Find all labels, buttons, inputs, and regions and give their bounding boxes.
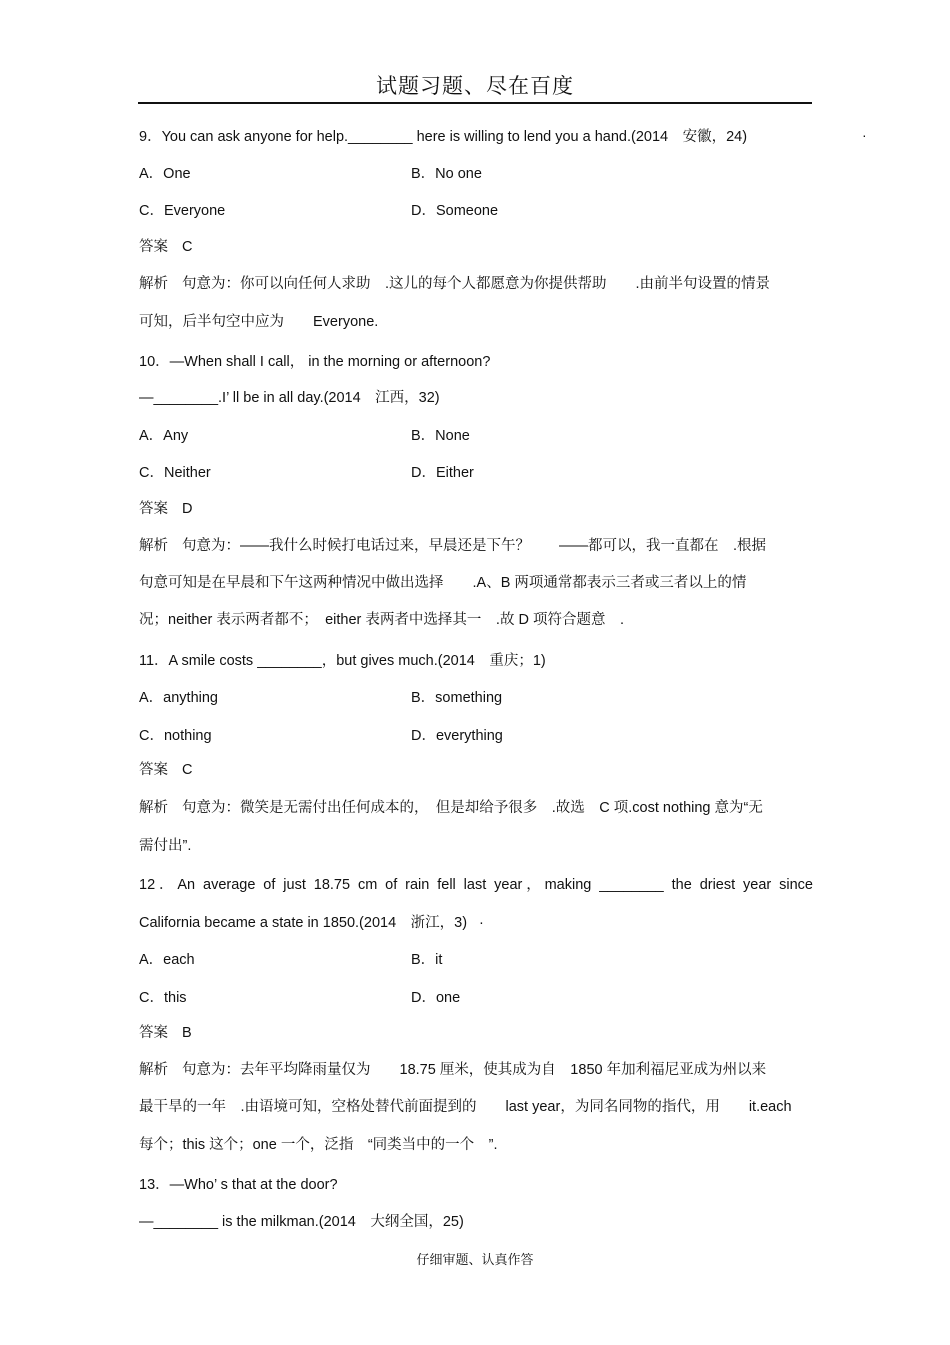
page-header-title: 试题习题、尽在百度 <box>376 74 574 98</box>
question-10-stem-line-2: —________.I’ ll be in all day.(2014 江西，32) <box>139 390 440 406</box>
question-9-analysis-line-2: 可知，后半句空中应为 Everyone. <box>139 314 379 330</box>
answer-value: C <box>182 762 193 778</box>
question-12-answer <box>139 1023 813 1043</box>
page-footer: 仔细审题、认真作答 <box>416 1253 534 1268</box>
answer-label: 答案 <box>139 1025 168 1041</box>
question-12-option-d: D．one <box>411 990 461 1006</box>
question-11-option-a: A．anything <box>139 690 218 706</box>
stem-trailing-dot: · <box>479 915 484 931</box>
question-10-option-c: C．Neither <box>139 465 211 481</box>
question-10-stem-line-1: 10．—When shall I call， in the morning or afternoon? <box>139 354 491 370</box>
question-12-option-b: B．it <box>411 952 443 968</box>
analysis-text: 句意为：微笑是无需付出任何成本的， 但是却给予很多 .故选 C 项.cost nothing 意为“无 <box>182 800 763 816</box>
question-11-analysis-line-1 <box>139 798 813 818</box>
analysis-text: 句意为：——我什么时候打电话过来，早晨还是下午？ ——都可以，我一直都在 .根据 <box>182 538 767 554</box>
question-10-option-d: D．Either <box>411 465 474 481</box>
question-9-option-c: C．Everyone <box>139 203 226 219</box>
answer-label: 答案 <box>139 239 168 255</box>
question-9-stem: 9．You can ask anyone for help.________ here is willing to lend you a hand.(2014 安徽，24) <box>139 129 748 145</box>
question-10-option-b: B．None <box>411 428 470 444</box>
question-12-option-c: C．this <box>139 990 187 1006</box>
analysis-text: 句意为：你可以向任何人求助 .这儿的每个人都愿意为你提供帮助 .由前半句设置的情景 <box>182 276 771 292</box>
analysis-label: 解析 <box>139 1062 168 1078</box>
question-12-analysis-line-2: 最干旱的一年 .由语境可知，空格处替代前面提到的 last year，为同名同物的指代，用 it.each <box>139 1099 792 1115</box>
answer-value: B <box>182 1025 192 1041</box>
stem-text: California became a state in 1850.(2014 浙江，3) <box>139 915 468 931</box>
answer-label: 答案 <box>139 762 168 778</box>
question-11-answer <box>139 760 813 780</box>
stray-dot: · <box>862 127 867 143</box>
answer-label: 答案 <box>139 501 168 517</box>
question-11-option-d: D．everything <box>411 728 503 744</box>
analysis-label: 解析 <box>139 800 168 816</box>
answer-value: D <box>182 501 193 517</box>
question-9-option-a: A．One <box>139 166 191 182</box>
question-9-option-d: D．Someone <box>411 203 499 219</box>
question-11-option-b: B．something <box>411 690 503 706</box>
question-9-answer <box>139 237 813 257</box>
question-10-analysis-line-3: 况；neither 表示两者都不； either 表两者中选择其一 .故 D 项符合题意 . <box>139 612 624 628</box>
analysis-label: 解析 <box>139 276 168 292</box>
question-10-option-a: A．Any <box>139 428 189 444</box>
answer-value: C <box>182 239 193 255</box>
question-12-stem-line-1: 12．An average of just 18.75 cm of rain fell last year，making ________ the driest year since <box>139 877 813 893</box>
question-13-stem-line-2: —________ is the milkman.(2014 大纲全国，25) <box>139 1214 464 1230</box>
question-13-stem-line-1: 13．—Who’ s that at the door? <box>139 1177 338 1193</box>
question-11-option-c: C．nothing <box>139 728 212 744</box>
question-10-analysis-line-2: 句意可知是在早晨和下午这两种情况中做出选择 .A、B 两项通常都表示三者或三者以上的情 <box>139 575 747 591</box>
question-9-option-b: B．No one <box>411 166 482 182</box>
question-10-answer <box>139 499 813 519</box>
analysis-text: 句意为：去年平均降雨量仅为 18.75 厘米，使其成为自 1850 年加利福尼亚成为州以来 <box>182 1062 767 1078</box>
question-12-analysis-line-3: 每个；this 这个；one 一个，泛指 “同类当中的一个 ”. <box>139 1137 498 1153</box>
header-divider <box>138 102 812 104</box>
question-10-analysis-line-1 <box>139 536 813 556</box>
question-11-stem: 11．A smile costs ________，but gives much.(2014 重庆；1) <box>139 653 546 669</box>
question-12-analysis-line-1 <box>139 1060 813 1080</box>
question-12-option-a: A．each <box>139 952 195 968</box>
question-11-analysis-line-2: 需付出”. <box>139 838 192 854</box>
question-9-analysis-line-1 <box>139 274 813 294</box>
question-12-stem-line-2 <box>139 913 813 933</box>
analysis-label: 解析 <box>139 538 168 554</box>
